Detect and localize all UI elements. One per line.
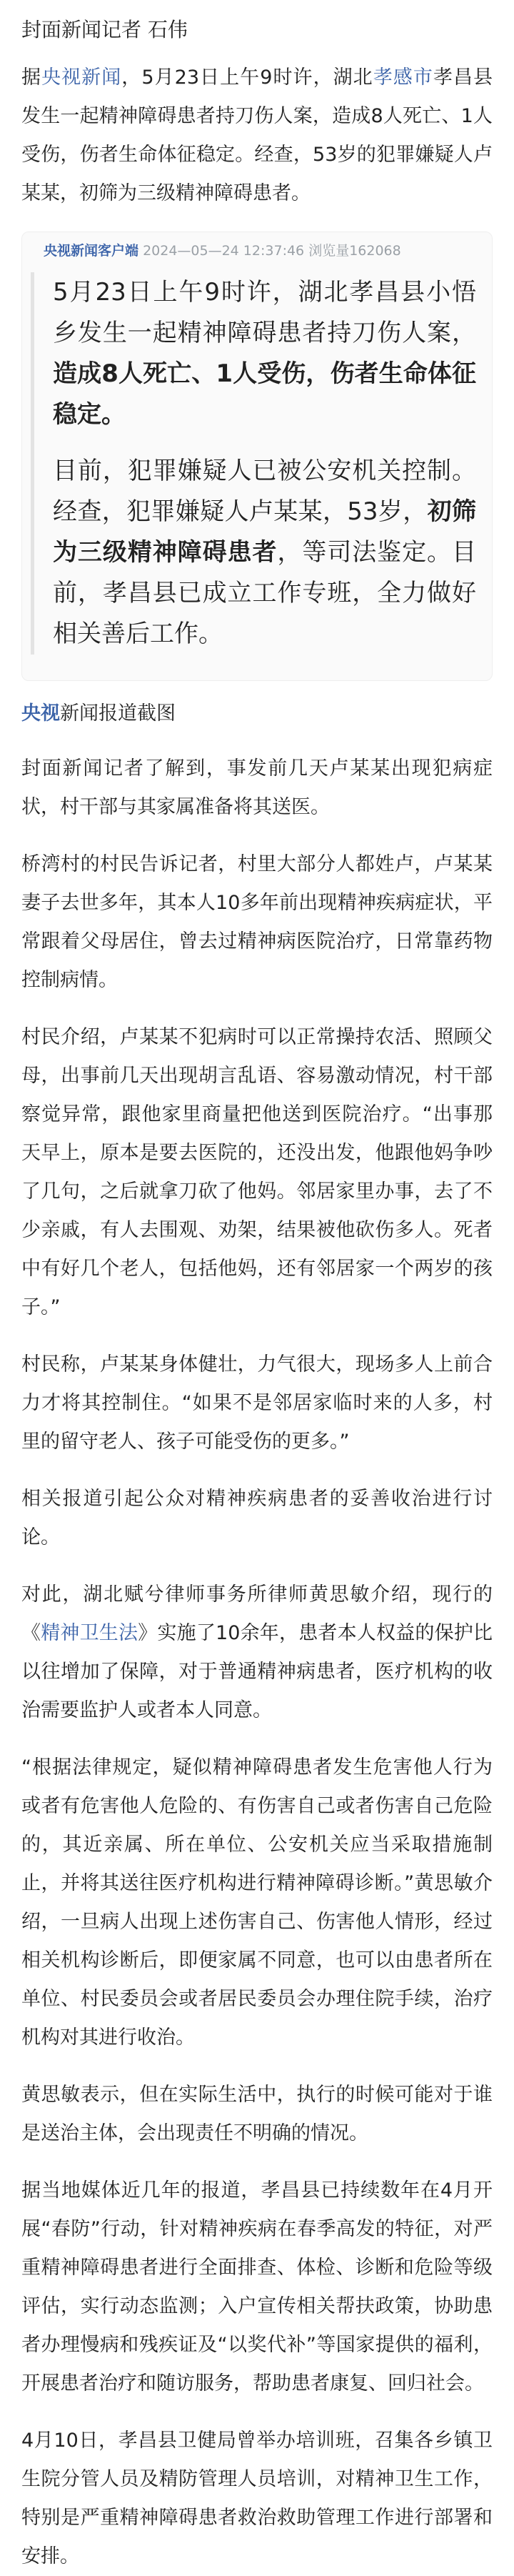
byline: 封面新闻记者 石伟 [21, 18, 188, 41]
lead-text-3: 孝昌县发生一起精神障碍患者持刀伤人案，造成8人死亡、1人受伤，伤者生命体征稳定。经查，53岁的犯罪嫌疑人卢某某，初筛为三级精神障碍患者。 [21, 66, 493, 204]
paragraph-7-text-b: 》实施了10余年，患者本人权益的保护比以往增加了保障，对于普通精神病患者，医疗机构的收治需要监护人或者本人同意。 [21, 1622, 493, 1721]
caption-text: 新闻报道截图 [60, 702, 176, 725]
paragraph-9: 黄思敏表示，但在实际生活中，执行的时候可能对于谁是送治主体，会出现责任不明确的情况。 [21, 2084, 493, 2144]
card-text-2c: ，等司法鉴定。目前，孝昌县已成立工作专班，全力做好相关善后工作。 [53, 538, 476, 648]
card-datetime: 2024—05—24 12:37:46 [143, 243, 305, 259]
paragraph-11: 4月10日，孝昌县卫健局曾举办培训班，召集各乡镇卫生院分管人员及精防管理人员培训，对精神卫生工作，特别是严重精神障碍患者救治救助管理工作进行部署和安排。 [21, 2430, 493, 2567]
caption-source[interactable]: 央视 [21, 702, 60, 725]
paragraph-4: 村民介绍，卢某某不犯病时可以正常操持农活、照顾父母，出事前几天出现胡言乱语、容易激动情况，村干部察觉异常，跟他家里商量把他送到医院治疗。“出事那天早上，原本是要去医院的，还没出发，他跟他妈争吵了几句，之后就拿刀砍了他妈。邻居家里办事，去了不少亲戚，有人去围观、劝架，结果被他砍伤多人。死者中有好几个老人，包括他妈，还有邻居家一个两岁的孩子。” [21, 1026, 493, 1318]
paragraph-7-text-a: 对此，湖北赋兮律师事务所律师黄思敏介绍，现行的《 [21, 1583, 493, 1644]
news-screenshot-card [21, 232, 493, 681]
paragraph-8: “根据法律规定，疑似精神障碍患者发生危害他人行为或者有危害他人危险的、有伤害自己或者伤害自己危险的，其近亲属、所在单位、公安机关应当采取措施制止，并将其送往医疗机构进行精神障碍诊断。”黄思敏介绍，一旦病人出现上述伤害自己、伤害他人情形，经过相关机构诊断后，即便家属不同意，也可以由患者所在单位、村民委员会或者居民委员会办理住院手续，治疗机构对其进行收治。 [21, 1756, 493, 2049]
card-paragraph-2 [53, 451, 476, 655]
card-text-2a: 目前，犯罪嫌疑人已被公安机关控制。经查，犯罪嫌疑人卢某某，53岁， [53, 457, 476, 526]
lead-paragraph [21, 59, 493, 213]
paragraph-10: 据当地媒体近几年的报道，孝昌县已持续数年在4月开展“春防”行动，针对精神疾病在春季高发的特征，对严重精神障碍患者进行全面排查、体检、诊断和危险等级评估，实行动态监测；入户宣传相关帮扶政策，协助患者办理慢病和残疾证及“以奖代补”等国家提供的福利，开展患者治疗和随访服务，帮助患者康复、回归社会。 [21, 2179, 493, 2395]
mental-health-law-link[interactable]: 精神卫生法 [41, 1622, 138, 1644]
xiaogan-city-link[interactable]: 孝感市 [373, 66, 433, 89]
paragraph-5: 村民称，卢某某身体健壮，力气很大，现场多人上前合力才将其控制住。“如果不是邻居家临时来的人多，村里的留守老人、孩子可能受伤的更多。” [21, 1353, 493, 1453]
cctv-news-link[interactable]: 央视新闻 [41, 66, 122, 89]
card-quote [31, 272, 483, 655]
paragraph-3: 桥湾村的村民告诉记者，村里大部分人都姓卢，卢某某妻子去世多年，其本人10多年前出现精神疾病症状，平常跟着父母居住，曾去过精神病医院治疗，日常靠药物控制病情。 [21, 853, 493, 991]
paragraph-2: 封面新闻记者了解到，事发前几天卢某某出现犯病症状，村干部与其家属准备将其送医。 [21, 757, 493, 818]
paragraph-6: 相关报道引起公众对精神疾病患者的妥善收治进行讨论。 [21, 1488, 493, 1548]
card-paragraph-1 [53, 272, 476, 435]
paragraph-7 [21, 1576, 493, 1730]
screenshot-caption [21, 698, 493, 730]
card-text-1b: 造成8人死亡、1人受伤，伤者生命体征稳定。 [53, 359, 476, 429]
card-views: 浏览量162068 [308, 243, 401, 259]
card-text-1a: 5月23日上午9时许，湖北孝昌县小悟乡发生一起精神障碍患者持刀伤人案， [53, 278, 476, 347]
card-source: 央视新闻客户端 [44, 243, 139, 259]
card-text-2b: 初筛为三级精神障碍患者 [53, 497, 476, 567]
card-header [31, 241, 483, 261]
lead-text-1: 据 [21, 66, 42, 89]
lead-text-2: ，5月23日上午9时许，湖北 [121, 66, 373, 89]
